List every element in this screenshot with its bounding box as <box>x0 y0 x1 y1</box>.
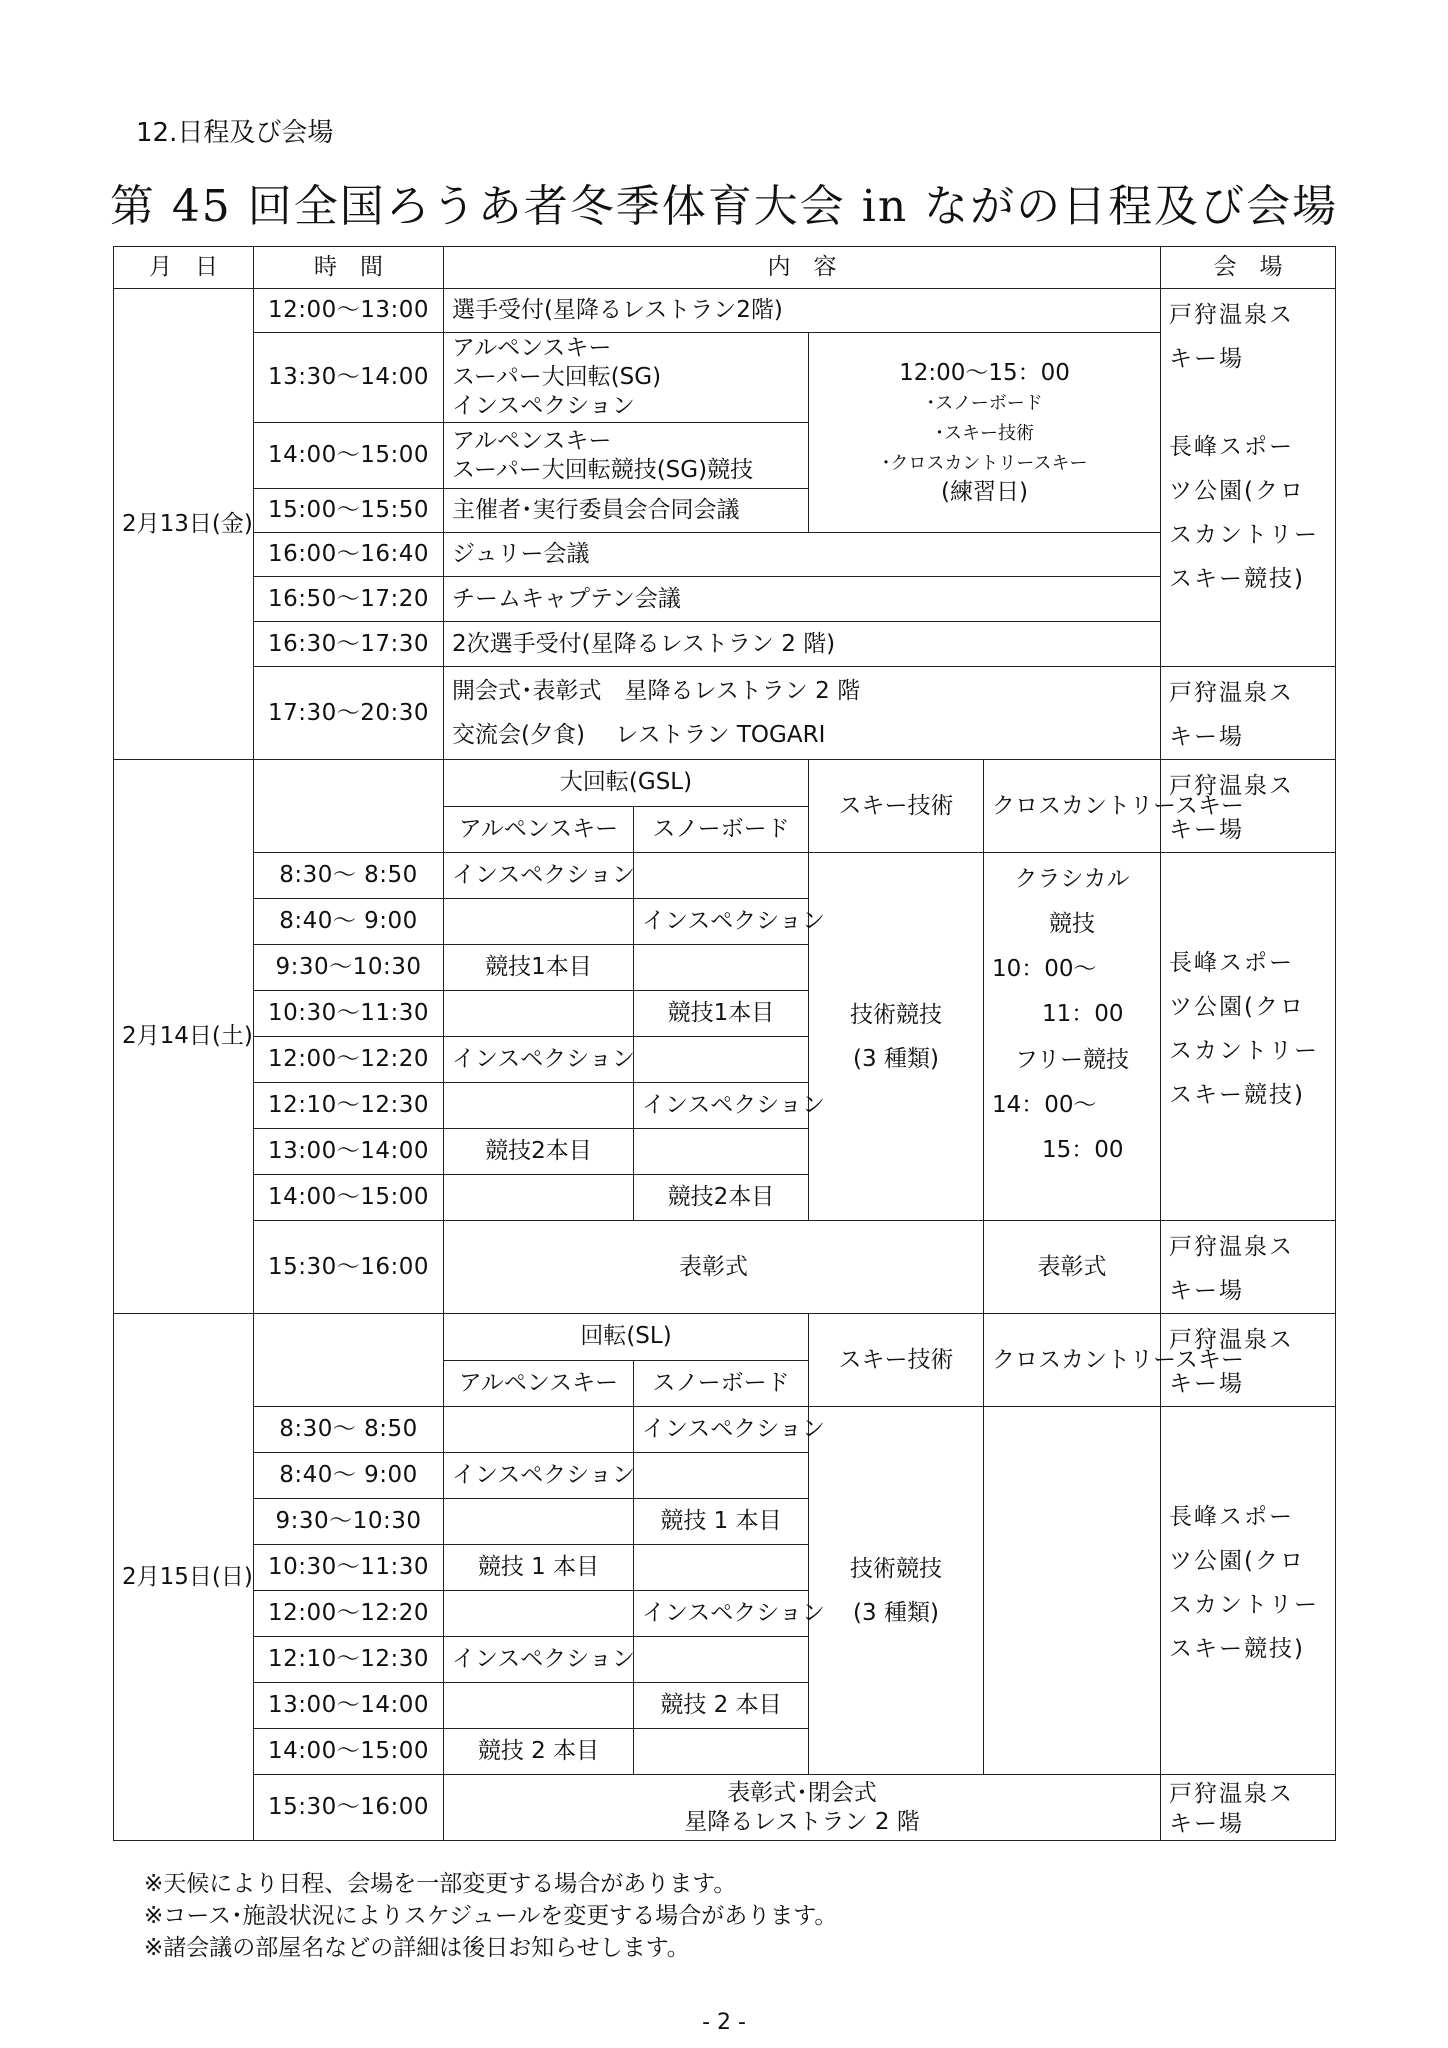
alpine-cell: インスペクション <box>444 853 634 899</box>
note-item: ※コース･施設状況によりスケジュールを変更する場合があります。 <box>144 1903 838 1929</box>
table-row <box>114 622 1336 667</box>
content-cell: 開会式･表彰式 星降るレストラン 2 階 交流会(夕食) レストラン TOGARI <box>444 667 1161 760</box>
table-header <box>114 247 1336 289</box>
day1-venue: 戸狩温泉ス キー場 長峰スポー ツ公園(クロ スカントリー スキー競技) <box>1161 289 1336 667</box>
time-cell: 16:50～17:20 <box>254 577 444 622</box>
table-row <box>114 760 1336 807</box>
alpine-cell <box>444 1591 634 1637</box>
time-cell: 15:30～16:00 <box>254 1775 444 1841</box>
content-cell: 主催者･実行委員会合同会議 <box>444 489 1161 533</box>
time-cell: 8:30～ 8:50 <box>254 1407 444 1453</box>
snowboard-cell <box>634 1453 809 1499</box>
table-row <box>114 853 1336 899</box>
day1-venue-last: 戸狩温泉ス キー場 <box>1161 667 1336 760</box>
snowboard-cell: インスペクション <box>634 1591 809 1637</box>
snowboard-cell: インスペクション <box>634 899 809 945</box>
snowboard-cell: 競技 2 本目 <box>634 1683 809 1729</box>
snowboard-cell: 競技 1 本目 <box>634 1499 809 1545</box>
alpine-cell: 競技2本目 <box>444 1129 634 1175</box>
time-cell: 12:00～12:20 <box>254 1591 444 1637</box>
alpine-cell <box>444 1175 634 1221</box>
time-cell: 14:00～15:00 <box>254 1729 444 1775</box>
time-cell: 15:30～16:00 <box>254 1221 444 1314</box>
day2-event-header: 大回転(GSL) <box>444 760 809 807</box>
time-cell: 8:40～ 9:00 <box>254 1453 444 1499</box>
alpine-cell <box>444 1683 634 1729</box>
day2-xc-detail: クラシカル 競技 10：00～ 11：00 フリー競技 14：00～ 15：00 <box>984 853 1161 1221</box>
time-cell <box>254 1314 444 1407</box>
page-title: 第 45 回全国ろうあ者冬季体育大会 in ながの日程及び会場 <box>109 181 1339 232</box>
snowboard-cell: インスペクション <box>634 1407 809 1453</box>
content-cell: ジュリー会議 <box>444 533 1161 577</box>
note-item: ※天候により日程、会場を一部変更する場合があります。 <box>144 1871 737 1897</box>
day3-venue-bottom: 戸狩温泉ス キー場 <box>1161 1775 1336 1841</box>
day3-ski-tech-header: スキー技術 <box>809 1314 984 1407</box>
day2-venue-top: 戸狩温泉ス キー場 <box>1161 760 1336 853</box>
page-number: - 2 - <box>702 2010 746 2035</box>
time-cell: 12:00～13:00 <box>254 289 444 333</box>
day3-alpine-header: アルペンスキー <box>444 1360 634 1407</box>
time-cell: 12:10～12:30 <box>254 1083 444 1129</box>
header-time: 時 間 <box>254 247 444 289</box>
alpine-cell <box>444 899 634 945</box>
alpine-cell: 競技 2 本目 <box>444 1729 634 1775</box>
content-cell: チームキャプテン会議 <box>444 577 1161 622</box>
day2-award-xc: 表彰式 <box>984 1221 1161 1314</box>
snowboard-cell <box>634 1037 809 1083</box>
notes <box>144 1868 837 1964</box>
snowboard-cell <box>634 1729 809 1775</box>
table-row <box>114 1221 1336 1314</box>
alpine-cell: 競技 1 本目 <box>444 1545 634 1591</box>
table-row <box>114 1314 1336 1361</box>
time-cell: 14:00～15:00 <box>254 423 444 489</box>
time-cell: 10:30～11:30 <box>254 1545 444 1591</box>
time-cell: 12:00～12:20 <box>254 1037 444 1083</box>
header-content: 内 容 <box>444 247 1161 289</box>
alpine-cell: インスペクション <box>444 1637 634 1683</box>
practice-cell: 12:00～15：00 ･スノーボード ･スキー技術 ･クロスカントリースキー (練習日) <box>809 333 1161 533</box>
day1-date: 2月13日(金) <box>114 289 254 760</box>
day3-tech-event: 技術競技 (3 種類) <box>809 1407 984 1775</box>
snowboard-cell <box>634 1545 809 1591</box>
table-row <box>114 489 1336 533</box>
day3-date: 2月15日(日) <box>114 1314 254 1841</box>
day3-event-header: 回転(SL) <box>444 1314 809 1361</box>
day3-snowboard-header: スノーボード <box>634 1360 809 1407</box>
day2-tech-event: 技術競技 (3 種類) <box>809 853 984 1221</box>
section-heading: 12.日程及び会場 <box>136 118 334 148</box>
header-date: 月 日 <box>114 247 254 289</box>
day3-xc-empty <box>984 1407 1161 1775</box>
snowboard-cell <box>634 945 809 991</box>
snowboard-cell <box>634 853 809 899</box>
time-cell: 8:30～ 8:50 <box>254 853 444 899</box>
alpine-cell <box>444 991 634 1037</box>
snowboard-cell <box>634 1637 809 1683</box>
day2-snowboard-header: スノーボード <box>634 806 809 853</box>
snowboard-cell: 競技1本目 <box>634 991 809 1037</box>
day2-date: 2月14日(土) <box>114 760 254 1314</box>
content-cell: 2次選手受付(星降るレストラン 2 階) <box>444 622 1161 667</box>
time-cell: 9:30～10:30 <box>254 1499 444 1545</box>
note-item: ※諸会議の部屋名などの詳細は後日お知らせします。 <box>144 1935 690 1961</box>
time-cell <box>254 760 444 853</box>
table-row <box>114 533 1336 577</box>
alpine-cell <box>444 1083 634 1129</box>
time-cell: 17:30～20:30 <box>254 667 444 760</box>
table-row <box>114 1407 1336 1453</box>
table-row <box>114 667 1336 714</box>
day3-venue-mid: 長峰スポー ツ公園(クロ スカントリー スキー競技) <box>1161 1407 1336 1775</box>
day2-venue-bottom: 戸狩温泉ス キー場 <box>1161 1221 1336 1314</box>
day2-award: 表彰式 <box>444 1221 984 1314</box>
snowboard-cell: インスペクション <box>634 1083 809 1129</box>
time-cell: 8:40～ 9:00 <box>254 899 444 945</box>
time-cell: 9:30～10:30 <box>254 945 444 991</box>
schedule-table <box>113 246 1336 1841</box>
time-cell: 10:30～11:30 <box>254 991 444 1037</box>
day2-ski-tech-header: スキー技術 <box>809 760 984 853</box>
time-cell: 14:00～15:00 <box>254 1175 444 1221</box>
content-cell: アルペンスキー スーパー大回転競技(SG)競技 <box>444 423 809 489</box>
table-row <box>114 289 1336 333</box>
day2-alpine-header: アルペンスキー <box>444 806 634 853</box>
alpine-cell: 競技1本目 <box>444 945 634 991</box>
time-cell: 13:00～14:00 <box>254 1683 444 1729</box>
time-cell: 13:30～14:00 <box>254 333 444 423</box>
content-cell: 選手受付(星降るレストラン2階) <box>444 289 1161 333</box>
time-cell: 16:00～16:40 <box>254 533 444 577</box>
table-row <box>114 1775 1336 1841</box>
table-row <box>114 333 1336 378</box>
day3-xc-header: クロスカントリースキー <box>984 1314 1161 1407</box>
time-cell: 13:00～14:00 <box>254 1129 444 1175</box>
table-row <box>114 577 1336 622</box>
snowboard-cell: 競技2本目 <box>634 1175 809 1221</box>
snowboard-cell <box>634 1129 809 1175</box>
alpine-cell: インスペクション <box>444 1453 634 1499</box>
time-cell: 16:30～17:30 <box>254 622 444 667</box>
alpine-cell: インスペクション <box>444 1037 634 1083</box>
day2-venue-mid: 長峰スポー ツ公園(クロ スカントリー スキー競技) <box>1161 853 1336 1221</box>
alpine-cell <box>444 1499 634 1545</box>
content-cell: アルペンスキー スーパー大回転(SG) インスペクション <box>444 333 809 423</box>
day2-xc-header: クロスカントリースキー <box>984 760 1161 853</box>
day3-venue-top: 戸狩温泉ス キー場 <box>1161 1314 1336 1407</box>
alpine-cell <box>444 1407 634 1453</box>
time-cell: 15:00～15:50 <box>254 489 444 533</box>
time-cell: 12:10～12:30 <box>254 1637 444 1683</box>
header-venue: 会 場 <box>1161 247 1336 289</box>
day3-closing: 表彰式･閉会式 星降るレストラン 2 階 <box>444 1775 1161 1841</box>
